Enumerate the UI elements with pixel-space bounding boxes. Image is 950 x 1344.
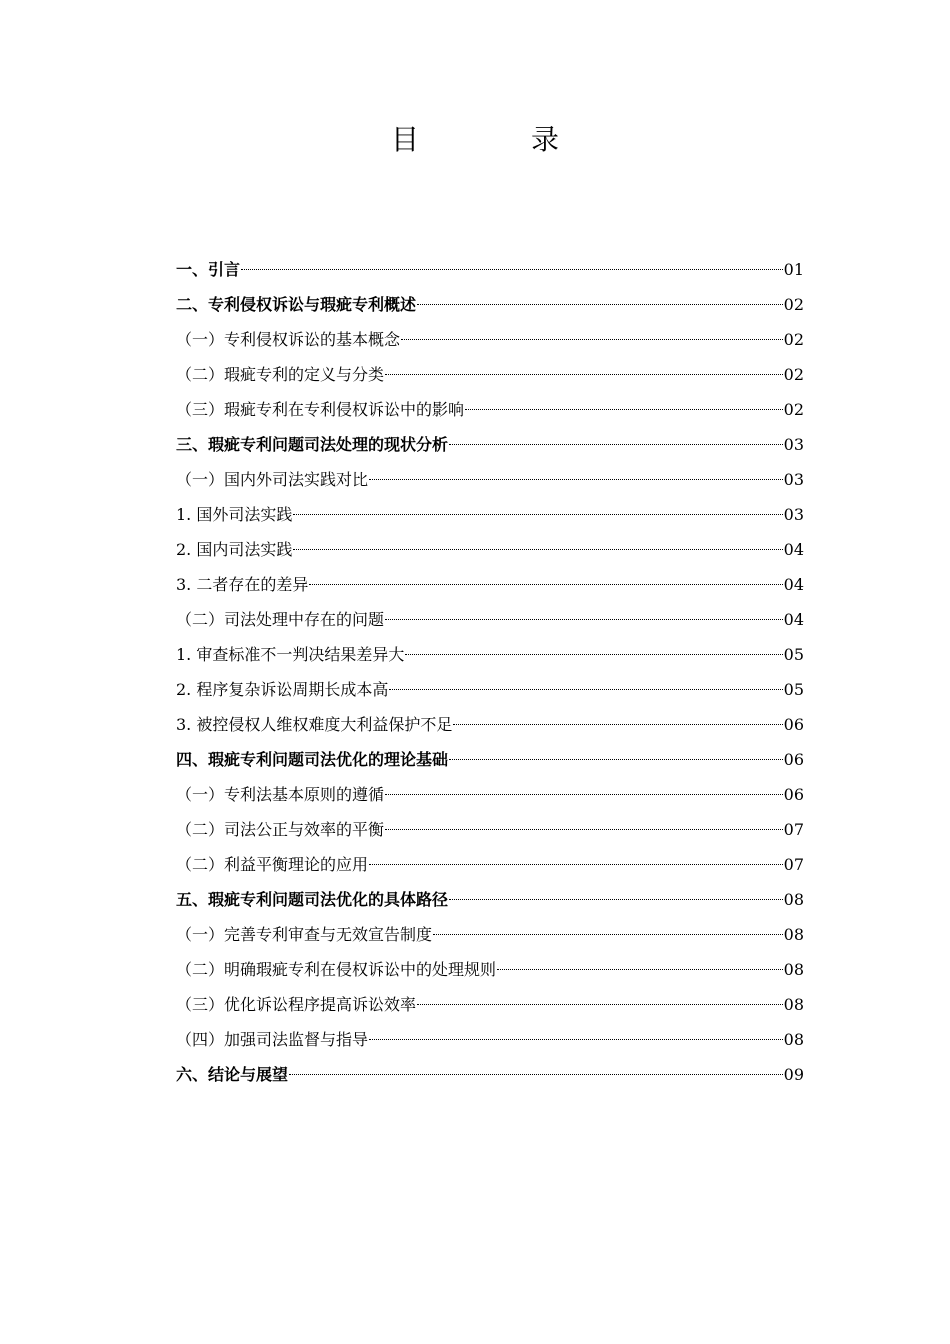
toc-entry-page-number: 08 <box>783 890 804 909</box>
toc-leader-dots <box>369 864 783 865</box>
toc-entry-title: （三）瑕疵专利在专利侵权诉讼中的影响 <box>176 400 465 419</box>
toc-entry[interactable] <box>176 742 804 777</box>
toc-entry[interactable] <box>176 1022 804 1057</box>
toc-entry[interactable] <box>176 567 804 602</box>
toc-entry[interactable] <box>176 847 804 882</box>
toc-entry-page-number: 06 <box>783 785 804 804</box>
toc-entry[interactable] <box>176 392 804 427</box>
toc-entry[interactable] <box>176 952 804 987</box>
toc-entry-page-number: 04 <box>783 540 804 559</box>
toc-entry-title: （二）司法公正与效率的平衡 <box>176 820 385 839</box>
toc-leader-dots <box>401 339 783 340</box>
toc-leader-dots <box>385 374 783 375</box>
toc-entry-page-number: 08 <box>783 995 804 1014</box>
toc-entry-title: （二）明确瑕疵专利在侵权诉讼中的处理规则 <box>176 960 497 979</box>
toc-entry-page-number: 02 <box>783 295 804 314</box>
toc-entry-title: （二）瑕疵专利的定义与分类 <box>176 365 385 384</box>
toc-leader-dots <box>385 794 783 795</box>
toc-leader-dots <box>449 759 783 760</box>
toc-leader-dots <box>241 269 783 270</box>
toc-entry-page-number: 05 <box>783 680 804 699</box>
toc-entry-page-number: 08 <box>783 960 804 979</box>
toc-entry[interactable] <box>176 287 804 322</box>
toc-leader-dots <box>433 934 783 935</box>
toc-entry[interactable] <box>176 707 804 742</box>
toc-leader-dots <box>385 829 783 830</box>
table-of-contents <box>176 252 804 1092</box>
toc-entry[interactable] <box>176 777 804 812</box>
toc-entry-page-number: 03 <box>783 505 804 524</box>
toc-leader-dots <box>449 444 783 445</box>
toc-entry-page-number: 04 <box>783 610 804 629</box>
toc-entry-page-number: 09 <box>783 1065 804 1084</box>
toc-entry[interactable] <box>176 322 804 357</box>
toc-entry-title: （三）优化诉讼程序提高诉讼效率 <box>176 995 417 1014</box>
toc-entry-title: 一、引言 <box>176 260 241 279</box>
toc-leader-dots <box>453 724 782 725</box>
toc-leader-dots <box>449 899 783 900</box>
toc-entry[interactable] <box>176 812 804 847</box>
toc-entry-title: （一）完善专利审查与无效宣告制度 <box>176 925 433 944</box>
page-title: 目 录 <box>390 123 601 156</box>
toc-entry-title: 四、瑕疵专利问题司法优化的理论基础 <box>176 750 449 769</box>
toc-entry-page-number: 03 <box>783 470 804 489</box>
toc-leader-dots <box>369 479 783 480</box>
toc-entry-page-number: 02 <box>783 400 804 419</box>
toc-entry-title: 六、结论与展望 <box>176 1065 289 1084</box>
toc-leader-dots <box>465 409 783 410</box>
toc-entry[interactable] <box>176 882 804 917</box>
toc-entry-title: 三、瑕疵专利问题司法处理的现状分析 <box>176 435 449 454</box>
toc-entry[interactable] <box>176 532 804 567</box>
toc-leader-dots <box>289 1074 783 1075</box>
toc-entry[interactable] <box>176 427 804 462</box>
toc-entry[interactable] <box>176 357 804 392</box>
toc-leader-dots <box>417 304 783 305</box>
toc-entry-title: （一）国内外司法实践对比 <box>176 470 369 489</box>
toc-entry-title: 2. 国内司法实践 <box>176 540 293 559</box>
toc-entry-page-number: 05 <box>783 645 804 664</box>
toc-entry-title: （四）加强司法监督与指导 <box>176 1030 369 1049</box>
toc-entry[interactable] <box>176 462 804 497</box>
toc-entry-title: （二）司法处理中存在的问题 <box>176 610 385 629</box>
toc-entry-title: （二）利益平衡理论的应用 <box>176 855 369 874</box>
toc-entry-title: 二、专利侵权诉讼与瑕疵专利概述 <box>176 295 417 314</box>
toc-leader-dots <box>369 1039 783 1040</box>
toc-leader-dots <box>293 514 782 515</box>
toc-leader-dots <box>405 654 782 655</box>
toc-entry-title: （一）专利法基本原则的遵循 <box>176 785 385 804</box>
toc-entry-title: 3. 二者存在的差异 <box>176 575 309 594</box>
toc-entry-title: 五、瑕疵专利问题司法优化的具体路径 <box>176 890 449 909</box>
toc-leader-dots <box>385 619 783 620</box>
toc-entry[interactable] <box>176 917 804 952</box>
toc-entry-title: （一）专利侵权诉讼的基本概念 <box>176 330 401 349</box>
toc-entry-title: 2. 程序复杂诉讼周期长成本高 <box>176 680 389 699</box>
toc-entry-title: 3. 被控侵权人维权难度大利益保护不足 <box>176 715 453 734</box>
toc-entry-page-number: 06 <box>783 750 804 769</box>
toc-entry-page-number: 02 <box>783 365 804 384</box>
toc-entry[interactable] <box>176 252 804 287</box>
toc-entry-page-number: 08 <box>783 1030 804 1049</box>
toc-entry[interactable] <box>176 1057 804 1092</box>
toc-entry-page-number: 01 <box>783 260 804 279</box>
toc-entry-page-number: 06 <box>783 715 804 734</box>
toc-entry[interactable] <box>176 637 804 672</box>
toc-leader-dots <box>309 584 782 585</box>
toc-entry-page-number: 07 <box>783 820 804 839</box>
toc-entry[interactable] <box>176 497 804 532</box>
toc-leader-dots <box>417 1004 783 1005</box>
toc-entry-page-number: 08 <box>783 925 804 944</box>
toc-leader-dots <box>293 549 782 550</box>
toc-entry-page-number: 03 <box>783 435 804 454</box>
toc-entry[interactable] <box>176 672 804 707</box>
toc-entry[interactable] <box>176 987 804 1022</box>
toc-entry[interactable] <box>176 602 804 637</box>
toc-entry-page-number: 04 <box>783 575 804 594</box>
toc-entry-title: 1. 国外司法实践 <box>176 505 293 524</box>
toc-entry-page-number: 07 <box>783 855 804 874</box>
toc-leader-dots <box>497 969 783 970</box>
toc-leader-dots <box>389 689 782 690</box>
toc-entry-page-number: 02 <box>783 330 804 349</box>
toc-entry-title: 1. 审查标准不一判决结果差异大 <box>176 645 405 664</box>
